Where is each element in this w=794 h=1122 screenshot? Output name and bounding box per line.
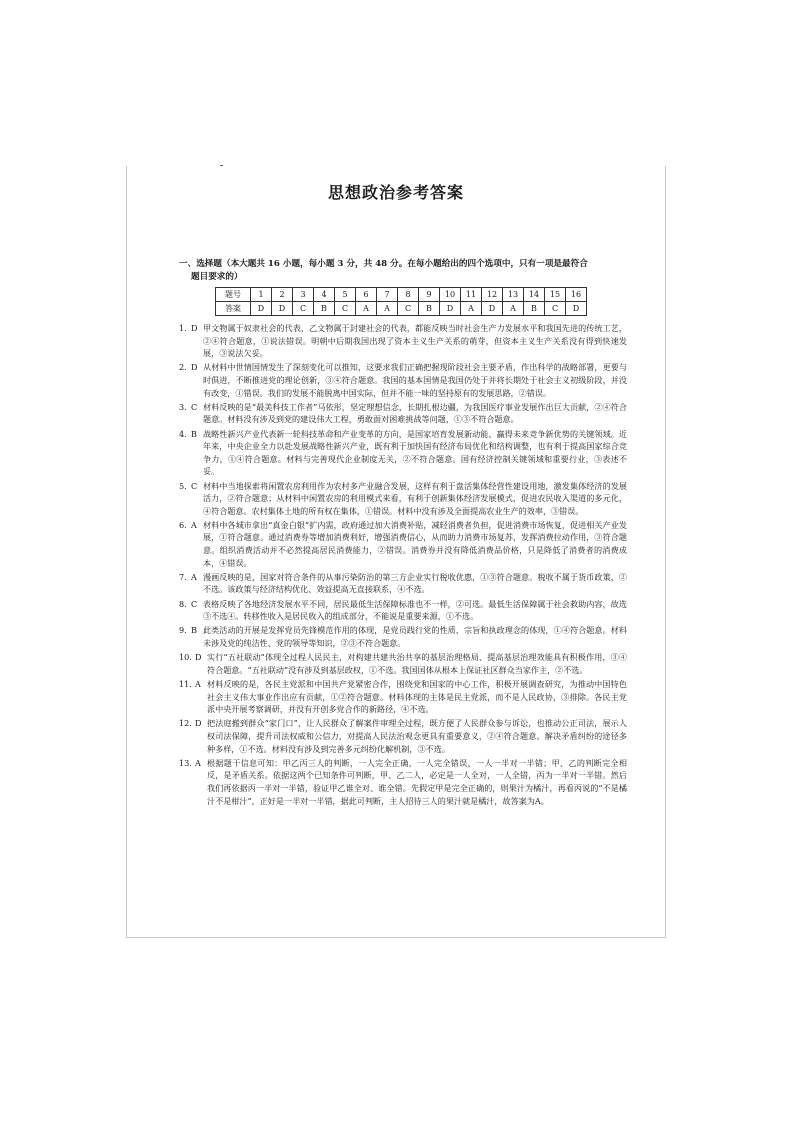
item-explanation: 此类活动的开展是发挥党员先锋模范作用的体现，是党员践行党的性质、宗旨和执政理念的体现，①④符合题意。材料未涉及党的纯洁性、党的领导等知识，②③不符合题意。: [203, 625, 627, 648]
section-heading-line1: 一、选择题（本大题共 16 小题，每小题 3 分，共 48 分。在每小题给出的四个选项中，只有一项是最符合: [179, 259, 588, 269]
question-number-cell: 10: [440, 288, 461, 302]
item-explanation: 甲文物属于奴隶社会的代表，乙文物属于封建社会的代表，都能反映当时社会生产力发展水平和我国先进的传统工艺，②④符合题意，①说法错误。明朝中后期我国出现了资本主义生产关系的萌芽，但资本主义生产关系没有得到快速发展，③说法欠妥。: [203, 323, 627, 359]
item-explanation: 材料反映的是“最美科技工作者”马依彤，坚定理想信念，长期扎根边疆，为我国医疗事业发展作出巨大贡献，②④符合题意。材料没有涉及到党的建设伟大工程，勇敢面对困难挑战等问题，①③不符合题意。: [203, 401, 627, 425]
item-answer: A: [191, 571, 197, 582]
answer-cell: C: [545, 302, 566, 316]
question-number-cell: 6: [356, 288, 377, 302]
item-answer: A: [195, 678, 201, 689]
question-number-cell: 12: [482, 288, 503, 302]
item-explanation: 把法庭搬到群众“家门口”，让人民群众了解案件审理全过程，既方便了人民群众参与诉讼，也推动公正司法，展示人权司法保障，提升司法权威和公信力，对提高人民法治观念更具有重要意义，②④符合题意。解决矛盾纠纷的途径多种多样，①不选。材料没有涉及到完善多元纠纷化解机制，③不选。: [207, 718, 627, 754]
answer-cell: C: [398, 302, 419, 316]
question-number-cell: 5: [335, 288, 356, 302]
answer-item: [179, 757, 627, 807]
answer-item: [179, 598, 627, 623]
item-explanation: 战略性新兴产业代表新一轮科技革命和产业变革的方向，是国家培育发展新动能、赢得未来竞争新优势的关键领域。近年来，中央企业全力以赴发展战略性新兴产业，既有利于加快国有经济布局优化和结构调整，也有利于提高国家综合竞争力，①④符合题意。材料与完善现代企业制度无关，②不符合题意。国有经济控制关键领域和重要行业，③表述不妥。: [203, 428, 627, 477]
answer-table-number-row: [216, 288, 587, 302]
answer-item: [179, 428, 627, 478]
question-number-cell: 8: [398, 288, 419, 302]
answer-table-number-label: 题号: [216, 288, 251, 302]
item-number: 6.: [179, 519, 187, 530]
answer-table-answer-row: [216, 302, 587, 316]
answer-cell: D: [482, 302, 503, 316]
question-number-cell: 1: [251, 288, 272, 302]
answer-cell: C: [293, 302, 314, 316]
answer-table: [215, 287, 587, 316]
item-answer: C: [191, 598, 198, 609]
answer-item: [179, 480, 627, 518]
item-number: 12.: [179, 718, 192, 729]
answer-cell: D: [272, 302, 293, 316]
item-explanation: 材料中各城市拿出“真金白银”扩内需，政府通过加大消费补贴，减轻消费者负担，促进消费市场恢复，促进相关产业发展，①符合题意。通过消费券等增加消费利好，增强消费信心，从而助力消费市场复苏，发挥消费拉动作用，③符合题意。组织消费活动并不必然提高居民消费能力，②错误。消费券并没有降低消费品价格，只是降低了消费者的消费成本，④错误。: [203, 519, 627, 568]
answer-cell: B: [419, 302, 440, 316]
item-number: 11.: [179, 678, 192, 689]
question-number-cell: 3: [293, 288, 314, 302]
item-number: 5.: [179, 480, 187, 491]
item-explanation: 材料中当地探索将闲置农房利用作为农村多产业融合发展，这样有利于盘活集体经营性建设用地，激发集体经济的发展活力，②符合题意；从材料中闲置农房的利用模式来看，有利于创新集体经济发展模式，促进农民收入渠道的多元化，④符合题意。农村集体土地的所有权在集体，①错误。材料中没有涉及全面提高农业生产的效率，③错误。: [203, 480, 627, 516]
answer-item: [179, 361, 627, 399]
item-explanation: 根据题干信息可知：甲乙丙三人的判断，一人完全正确，一人完全错误，一人一半对一半错；甲、乙的判断完全相反，是矛盾关系。依据这两个已知条件可判断，甲、乙二人，必定是一人全对，一人全错，丙为一半对一半错。然后我们再依据丙一半对一半错，验证甲乙谁全对、谁全错。先假定甲是完全正确的，则果汁为橘汁，再看丙说的“不是橘汁不是柑汁”，正好是一半对一半错，据此可判断，主人招待三人的果汁就是橘汁，故答案为A。: [207, 757, 627, 806]
item-answer: D: [195, 718, 202, 729]
question-number-cell: 16: [566, 288, 587, 302]
item-explanation: 实行“五社联动”体现全过程人民民主，对构建共建共治共享的基层治理格局、提高基层治理效能具有积极作用，③④符合题意。“五社联动”没有涉及到基层政权，①不选。我国国体从根本上保证社区群众当家作主，②不选。: [207, 652, 627, 675]
answer-cell: A: [377, 302, 398, 316]
item-answer: A: [191, 519, 197, 530]
question-number-cell: 2: [272, 288, 293, 302]
item-explanation: 材料反映的是，各民主党派和中国共产党紧密合作，围绕党和国家的中心工作，积极开展调查研究，为推动中国特色社会主义伟大事业作出应有贡献，①②符合题意。材料体现的主体是民主党派，而不是人民政协，③排除。各民主党派中央开展考察调研，并没有开创多党合作的新路径，④不选。: [207, 678, 627, 715]
item-answer: B: [191, 625, 197, 636]
item-number: 8.: [179, 598, 187, 609]
answer-cell: A: [503, 302, 524, 316]
answer-item: [179, 651, 627, 676]
item-number: 2.: [179, 362, 187, 373]
item-explanation: 从材料中世情国情发生了深刻变化可以推知，这要求我们正确把握现阶段社会主要矛盾，作出科学的战略部署，更要与时俱进，不断推进党的理论创新，③④符合题意。我国的基本国情是我国仍处于并将长期处于社会主义初级阶段，并没有改变，①错误。我们的发展不能脱离中国实际，但并不能一味的坚持原有的发展思路，②错误。: [203, 362, 627, 398]
answer-cell: A: [356, 302, 377, 316]
item-explanation: 表格反映了各地经济发展水平不同，居民最低生活保障标准也不一样，②可选。最低生活保障属于社会救助内容，故选③不选④。转移性收入是居民收入的组成部分，不能说是重要来源，①不选。: [203, 598, 627, 622]
answer-item: [179, 678, 627, 716]
item-number: 13.: [179, 757, 192, 768]
answer-cell: C: [335, 302, 356, 316]
item-number: 7.: [179, 571, 187, 582]
item-answer: D: [191, 323, 198, 333]
answer-cell: B: [314, 302, 335, 316]
answer-table-answer-label: 答案: [216, 302, 251, 316]
answer-item: [179, 624, 627, 649]
answer-sheet-page: [126, 166, 666, 938]
question-number-cell: 15: [545, 288, 566, 302]
item-answer: C: [191, 480, 198, 491]
answer-cell: D: [440, 302, 461, 316]
item-answer: B: [191, 428, 197, 439]
item-answer: C: [191, 401, 198, 412]
answer-cell: B: [524, 302, 545, 316]
question-number-cell: 13: [503, 288, 524, 302]
answer-cell: D: [251, 302, 272, 316]
page-title: 思想政治参考答案: [327, 183, 464, 202]
answer-cell: D: [566, 302, 587, 316]
answer-item: [179, 322, 627, 360]
item-number: 9.: [179, 625, 187, 636]
question-number-cell: 14: [524, 288, 545, 302]
question-number-cell: 4: [314, 288, 335, 302]
answer-explanations: [179, 322, 627, 809]
answer-item: [179, 571, 627, 596]
answer-item: [179, 717, 627, 755]
item-answer: A: [195, 757, 201, 768]
item-number: 1.: [179, 323, 187, 333]
item-number: 4.: [179, 428, 187, 439]
question-number-cell: 7: [377, 288, 398, 302]
question-number-cell: 9: [419, 288, 440, 302]
answer-item: [179, 401, 627, 426]
answer-item: [179, 519, 627, 569]
item-number: 3.: [179, 401, 187, 412]
item-answer: D: [191, 362, 198, 373]
section-heading-line2: 题目要求的）: [191, 272, 243, 282]
item-explanation: 漫画反映的是，国家对符合条件的从事污染防治的第三方企业实行税收优惠，①③符合题意。税收不属于货币政策，②不选。该政策与经济结构优化、效益提高无直接联系，④不选。: [203, 571, 627, 595]
section-heading: [179, 258, 629, 284]
question-number-cell: 11: [461, 288, 482, 302]
item-answer: D: [195, 652, 202, 663]
item-number: 10.: [179, 652, 192, 663]
answer-cell: A: [461, 302, 482, 316]
